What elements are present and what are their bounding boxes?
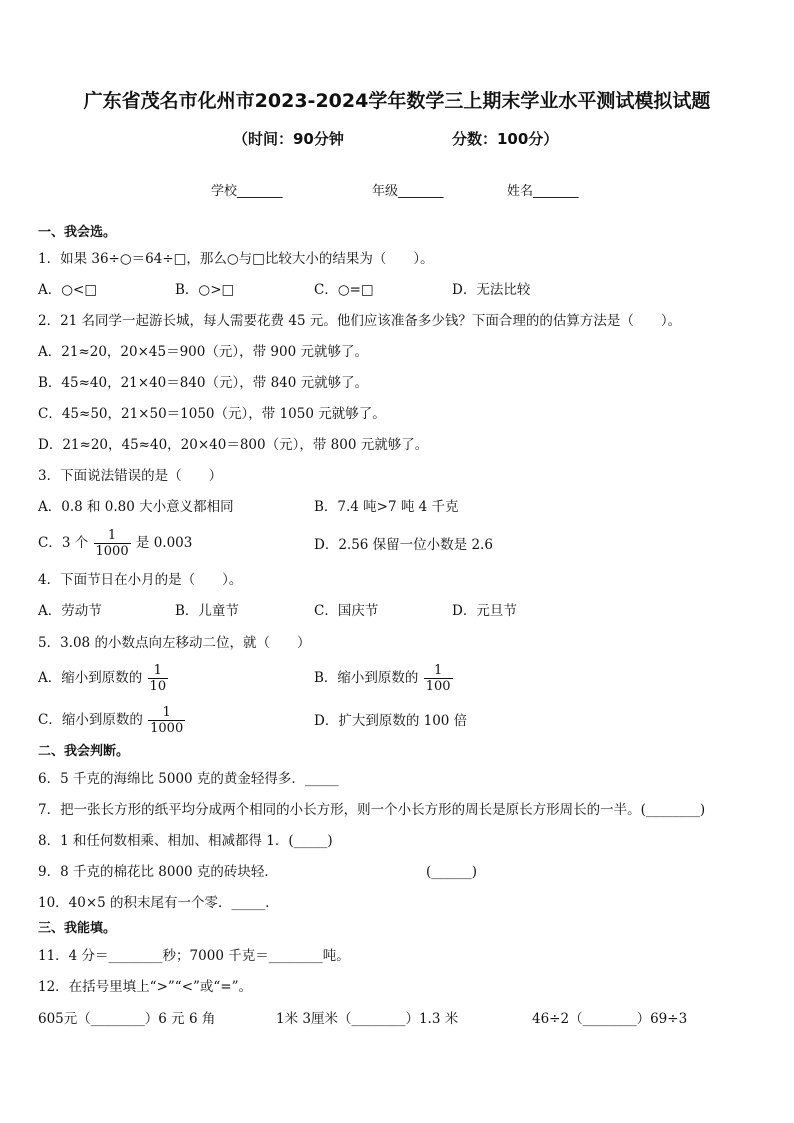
question-2-option-a[interactable]: A．21≈20，20×45＝900（元），带 900 元就够了。 [38,344,368,360]
question-3-option-c-prefix: C．3 个 [38,535,89,551]
question-5-option-c[interactable] [38,705,186,736]
question-3-stem: 3．下面说法错误的是（ ） [38,468,223,484]
fraction-numerator: 1 [153,663,162,678]
page-title: 广东省茂名市化州市2023-2024学年数学三上期末学业水平测试模拟试题 [83,90,711,112]
fraction-denominator: 10 [149,679,167,694]
question-4-option-c[interactable]: C．国庆节 [314,603,379,619]
question-10: 10．40×5 的积末尾有一个零．_____． [38,895,279,911]
question-11: 11．4 分＝________秒；7000 千克＝________吨。 [38,948,350,964]
exam-time: （时间：90分钟 [233,130,344,148]
question-5-stem: 5．3.08 的小数点向左移动二位，就（ ） [38,635,311,651]
question-3-option-c-suffix: 是 0.003 [135,535,193,551]
question-4-stem: 4．下面节日在小月的是（ ）。 [38,572,243,588]
fraction [148,663,169,694]
question-3-option-a[interactable]: A．0.8 和 0.80 大小意义都相同 [38,499,234,515]
question-12-part-2[interactable]: 1米 3厘米（________）1.3 米 [276,1011,459,1027]
question-7: 7．把一张长方形的纸平均分成两个相同的小长方形，则一个小长方形的周长是原长方形周长的一半。(________) [38,802,706,818]
fraction-numerator: 1 [433,663,443,678]
question-2-stem: 2．21 名同学一起游长城，每人需要花费 45 元。他们应该准备多少钱？下面合理的的估算方法是（ ）。 [38,313,682,329]
exam-score: 分数：100分） [452,130,559,148]
fraction-denominator: 1000 [95,544,129,559]
fraction [94,528,131,559]
question-1-option-a[interactable]: A．○<□ [38,282,98,298]
question-1-option-b[interactable]: B．○>□ [175,282,235,298]
question-12-part-1[interactable]: 605元（________）6 元 6 角 [38,1011,216,1027]
question-12-stem: 12．在括号里填上“>”“<”或“=”。 [38,979,253,995]
question-5-option-a-prefix: A．缩小到原数的 [38,670,143,686]
question-5-option-a[interactable] [38,663,169,694]
question-5-option-c-prefix: C．缩小到原数的 [38,712,143,728]
question-5-option-b-prefix: B．缩小到原数的 [314,670,419,686]
fraction-numerator: 1 [107,528,117,543]
question-4-option-b[interactable]: B．儿童节 [175,603,239,619]
section-heading-choice: 一、我会选。 [38,225,117,240]
question-3-option-c[interactable] [38,528,192,559]
question-4-option-d[interactable]: D．元旦节 [452,603,517,619]
question-4-option-a[interactable]: A．劳动节 [38,603,102,619]
question-5-option-d[interactable]: D．扩大到原数的 100 倍 [314,713,468,729]
question-2-option-d[interactable]: D．21≈20，45≈40，20×40＝800（元），带 800 元就够了。 [38,437,429,453]
question-3-option-d[interactable]: D．2.56 保留一位小数是 2.6 [314,537,493,553]
question-3-option-b[interactable]: B．7.4 吨>7 吨 4 千克 [314,499,459,515]
fraction-denominator: 100 [425,679,451,694]
question-5-option-b[interactable] [314,663,454,694]
fraction [148,705,185,736]
question-8: 8．1 和任何数相乘、相加、相减都得 1．(_____) [38,833,333,849]
question-1-stem: 1．如果 36÷○＝64÷□，那么○与□比较大小的结果为（ ）。 [38,251,434,267]
fraction-denominator: 1000 [150,721,184,736]
question-9-stem: 9．8 千克的棉花比 8000 克的砖块轻． [38,864,278,880]
question-1-option-d[interactable]: D．无法比较 [452,282,531,298]
question-12-part-3[interactable]: 46÷2（________）69÷3 [532,1011,688,1027]
fraction [424,663,453,694]
section-heading-fill: 三、我能填。 [38,921,117,936]
section-heading-judge: 二、我会判断。 [38,744,130,759]
grade-field[interactable]: 年级_______ [372,184,444,199]
question-6: 6．5 千克的海绵比 5000 克的黄金轻得多．_____ [38,771,339,787]
question-1-option-c[interactable]: C．○=□ [314,282,374,298]
question-2-option-b[interactable]: B．45≈40，21×40＝840（元），带 840 元就够了。 [38,375,369,391]
question-9-answer-blank[interactable]: (______) [426,864,478,880]
question-2-option-c[interactable]: C．45≈50，21×50＝1050（元），带 1050 元就够了。 [38,406,386,422]
school-field[interactable]: 学校_______ [211,184,283,199]
name-field[interactable]: 姓名_______ [507,184,579,199]
fraction-numerator: 1 [162,705,171,720]
